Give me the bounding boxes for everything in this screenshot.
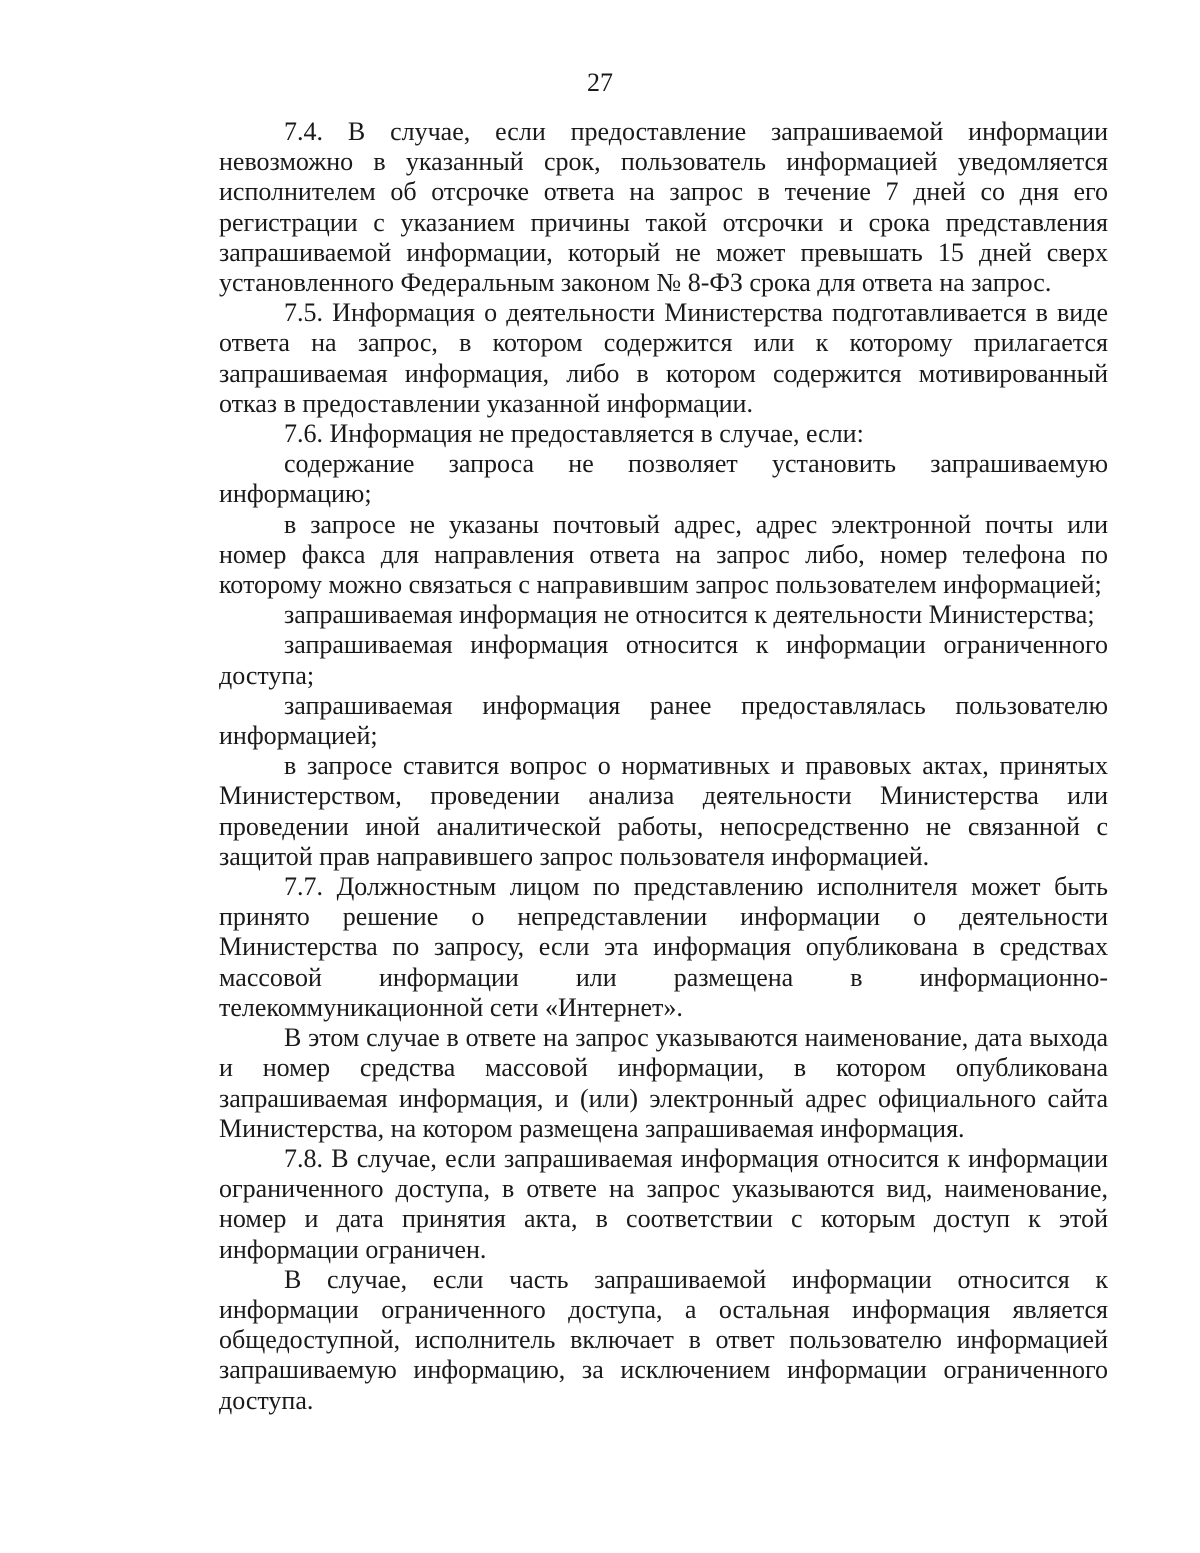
paragraph-7-7-details: В этом случае в ответе на запрос указываются наименование, дата выхода и номер средства массовой информации, в котором опубликована запрашиваемая информация, и (или) электронный адрес официального сайта Министерства, на котором размещена запрашиваемая информация. [219,1023,1108,1143]
list-item-restricted: запрашиваемая информация относится к информации ограниченного доступа; [219,630,1108,690]
document-body [219,117,1108,1416]
paragraph-7-6: 7.6. Информация не предоставляется в случае, если: [284,419,864,449]
list-item-not-ministry: запрашиваемая информация не относится к деятельности Министерства; [284,600,1095,630]
list-item-no-content: содержание запроса не позволяет установить запрашиваемую информацию; [219,449,1108,509]
paragraph-7-8-partial: В случае, если часть запрашиваемой информации относится к информации ограниченного доступа, а остальная информация является общедоступной, исполнитель включает в ответ пользователю информацией запрашиваемую информацию, за исключением информации ограниченного доступа. [219,1264,1108,1415]
paragraph-7-5: 7.5. Информация о деятельности Министерства подготавливается в виде ответа на запрос, в котором содержится или к которому прилагается запрашиваемая информация, либо в котором содержится мотивированный отказ в предоставлении указанной информации. [219,298,1108,418]
list-item-legal-acts: в запросе ставится вопрос о нормативных и правовых актах, принятых Министерством, проведении анализа деятельности Министерства или проведении иной аналитической работы, непосредственно не связанной с защитой прав направившего запрос пользователя информацией. [219,751,1108,871]
list-item-no-address: в запросе не указаны почтовый адрес, адрес электронной почты или номер факса для направления ответа на запрос либо, номер телефона по которому можно связаться с направившим запрос пользователем информацией; [219,509,1108,600]
paragraph-7-4: 7.4. В случае, если предоставление запрашиваемой информации невозможно в указанный срок, пользователь информацией уведомляется исполнителем об отсрочке ответа на запрос в течение 7 дней со дня его регистрации с указанием причины такой отсрочки и срока представления запрашиваемой информации, который не может превышать 15 дней сверх установленного Федеральным законом № 8-ФЗ срока для ответа на запрос. [219,117,1108,298]
paragraph-7-8: 7.8. В случае, если запрашиваемая информация относится к информации ограниченного доступа, в ответе на запрос указываются вид, наименование, номер и дата принятия акта, в соответствии с которым доступ к этой информации ограничен. [219,1143,1108,1264]
paragraph-7-7: 7.7. Должностным лицом по представлению исполнителя может быть принято решение о непредставлении информации о деятельности Министерства по запросу, если эта информация опубликована в средствах массовой информации или размещена в информационно-телекоммуникационной сети «Интернет». [219,872,1108,1022]
list-item-already-provided: запрашиваемая информация ранее предоставлялась пользователю информацией; [219,690,1108,751]
page-number: 27 [587,68,613,97]
